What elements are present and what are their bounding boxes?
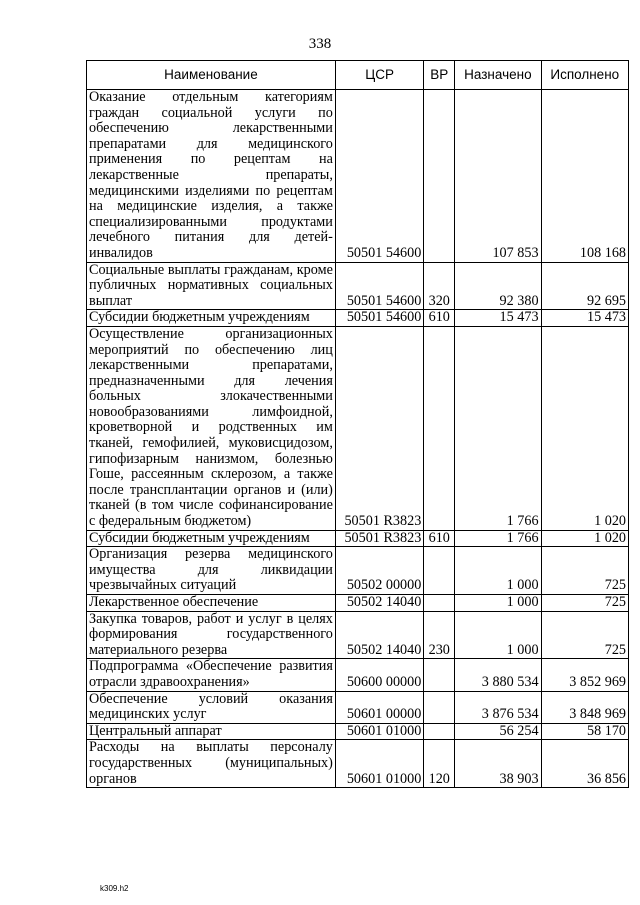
row-csr: 50600 00000 (335, 659, 423, 691)
row-vr (424, 326, 455, 530)
row-name: Подпрограмма «Обеспечение развития отрасли здравоохранения» (87, 659, 336, 691)
table-row (87, 595, 629, 612)
row-name: Обеспечение условий оказания медицинских услуг (87, 691, 336, 723)
table-row (87, 310, 629, 327)
column-header-executed: Исполнено (541, 61, 628, 90)
row-assigned: 3 876 534 (455, 691, 541, 723)
table-row (87, 723, 629, 740)
row-name: Оказание отдельным категориям граждан социальной услуги по обеспечению лекарственными препаратами для медицинского применения по рецептам на лекарственные препараты, медицинскими изделиями по рецептам на медицинские изделия, а также специализированными продуктами лечебного питания для детей-инвалидов (87, 90, 336, 263)
table-row (87, 611, 629, 659)
row-assigned: 56 254 (455, 723, 541, 740)
row-vr: 610 (424, 310, 455, 327)
row-csr: 50502 14040 (335, 595, 423, 612)
row-assigned: 1 000 (455, 547, 541, 595)
row-vr: 610 (424, 530, 455, 547)
row-vr (424, 595, 455, 612)
table-row (87, 326, 629, 530)
row-executed: 725 (541, 611, 628, 659)
table-header-row (87, 61, 629, 90)
row-csr: 50502 14040 (335, 611, 423, 659)
row-csr: 50501 54600 (335, 262, 423, 310)
footer-code: k309.h2 (100, 884, 129, 893)
page-number: 338 (308, 36, 332, 52)
row-csr: 50501 54600 (335, 310, 423, 327)
column-header-vr: ВР (424, 61, 455, 90)
row-vr: 320 (424, 262, 455, 310)
row-csr: 50601 01000 (335, 740, 423, 788)
row-vr (424, 659, 455, 691)
row-assigned: 38 903 (455, 740, 541, 788)
row-executed: 725 (541, 547, 628, 595)
row-assigned: 92 380 (455, 262, 541, 310)
table-row (87, 740, 629, 788)
row-name: Расходы на выплаты персоналу государственных (муниципальных) органов (87, 740, 336, 788)
row-assigned: 1 766 (455, 530, 541, 547)
row-executed: 15 473 (541, 310, 628, 327)
row-executed: 1 020 (541, 530, 628, 547)
row-assigned: 15 473 (455, 310, 541, 327)
row-name: Субсидии бюджетным учреждениям (87, 530, 336, 547)
row-csr: 50601 00000 (335, 691, 423, 723)
row-executed: 3 848 969 (541, 691, 628, 723)
row-executed: 725 (541, 595, 628, 612)
row-executed: 92 695 (541, 262, 628, 310)
row-executed: 58 170 (541, 723, 628, 740)
table-row (87, 530, 629, 547)
row-csr: 50501 54600 (335, 90, 423, 263)
row-assigned: 3 880 534 (455, 659, 541, 691)
row-vr (424, 691, 455, 723)
table-row (87, 262, 629, 310)
row-vr (424, 90, 455, 263)
row-assigned: 107 853 (455, 90, 541, 263)
row-name: Закупка товаров, работ и услуг в целях формирования государственного материального резерва (87, 611, 336, 659)
table-row (87, 90, 629, 263)
row-csr: 50502 00000 (335, 547, 423, 595)
row-name: Субсидии бюджетным учреждениям (87, 310, 336, 327)
row-vr: 120 (424, 740, 455, 788)
row-csr: 50501 R3823 (335, 530, 423, 547)
column-header-name: Наименование (87, 61, 336, 90)
row-vr (424, 547, 455, 595)
table-row (87, 659, 629, 691)
row-executed: 36 856 (541, 740, 628, 788)
row-executed: 108 168 (541, 90, 628, 263)
row-csr: 50501 R3823 (335, 326, 423, 530)
row-assigned: 1 766 (455, 326, 541, 530)
row-csr: 50601 01000 (335, 723, 423, 740)
row-executed: 1 020 (541, 326, 628, 530)
row-assigned: 1 000 (455, 595, 541, 612)
row-vr (424, 723, 455, 740)
row-name: Лекарственное обеспечение (87, 595, 336, 612)
row-name: Организация резерва медицинского имущества для ликвидации чрезвычайных ситуаций (87, 547, 336, 595)
row-name: Социальные выплаты гражданам, кроме публичных нормативных социальных выплат (87, 262, 336, 310)
row-vr: 230 (424, 611, 455, 659)
column-header-assigned: Назначено (455, 61, 541, 90)
table-row (87, 547, 629, 595)
row-executed: 3 852 969 (541, 659, 628, 691)
row-name: Осуществление организационных мероприятий по обеспечению лиц лекарственными препаратами, предназначенными для лечения больных злокачественными новообразованиями лимфоидной, кроветворной и родственных им тканей, гемофилией, муковисцидозом, гипофизарным нанизмом, болезнью Гоше, рассеянным склерозом, а также после трансплантации органов и (или) тканей (в том числе софинансирование с федеральным бюджетом) (87, 326, 336, 530)
budget-table (86, 60, 629, 788)
row-name: Центральный аппарат (87, 723, 336, 740)
table-row (87, 691, 629, 723)
row-assigned: 1 000 (455, 611, 541, 659)
column-header-csr: ЦСР (335, 61, 423, 90)
